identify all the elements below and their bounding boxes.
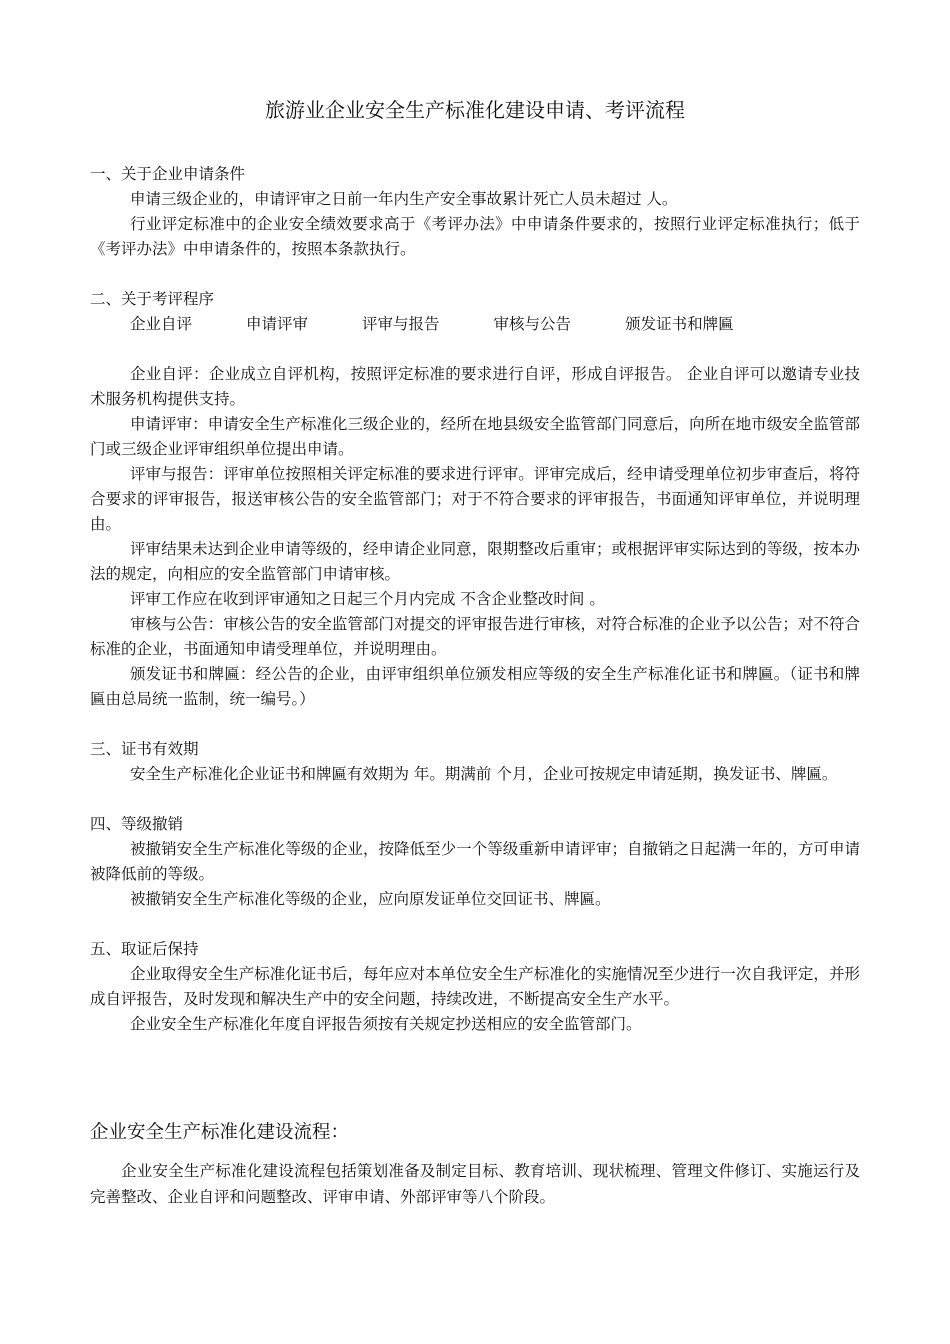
- document-title: 旅游业企业安全生产标准化建设申请、考评流程: [265, 98, 685, 122]
- paragraph: 被撤销安全生产标准化等级的企业，应向原发证单位交回证书、牌匾。: [130, 890, 611, 908]
- section-heading-evaluation-procedure: 二、关于考评程序: [90, 290, 215, 308]
- paragraph: 评审结果未达到企业申请等级的，经申请企业同意，限期整改后重审；或根据评审实际达到的等级，按本办法的规定，向相应的安全监管部门申请审核。: [90, 540, 860, 583]
- paragraph: 行业评定标准中的企业安全绩效要求高于《考评办法》中申请条件要求的，按照行业评定标准执行；低于《考评办法》中申请条件的，按照本条款执行。: [90, 215, 860, 258]
- flow-step-issue-certificate: 颁发证书和牌匾: [625, 315, 734, 333]
- section-heading-level-revocation: 四、等级撤销: [90, 815, 184, 833]
- flow-step-self-evaluation: 企业自评: [130, 315, 193, 333]
- paragraph: 企业自评：企业成立自评机构，按照评定标准的要求进行自评，形成自评报告。 企业自评可以邀请专业技术服务机构提供支持。: [90, 365, 860, 408]
- flow-step-review-report: 评审与报告: [362, 315, 440, 333]
- paragraph: 被撤销安全生产标准化等级的企业，按降低至少一个等级重新申请评审；自撤销之日起满一年的，方可申请被降低前的等级。: [90, 840, 860, 883]
- paragraph: 颁发证书和牌匾：经公告的企业，由评审组织单位颁发相应等级的安全生产标准化证书和牌匾。（证书和牌匾由总局统一监制，统一编号。）: [90, 665, 860, 708]
- section-heading-certificate-validity: 三、证书有效期: [90, 740, 199, 758]
- paragraph: 企业取得安全生产标准化证书后，每年应对本单位安全生产标准化的实施情况至少进行一次自我评定，并形成自评报告，及时发现和解决生产中的安全问题，持续改进，不断提高安全生产水平。: [90, 965, 860, 1008]
- flow-step-audit-announce: 审核与公告: [493, 315, 572, 333]
- paragraph: 评审工作应在收到评审通知之日起三个月内完成 不含企业整改时间 。: [130, 590, 605, 608]
- section-heading-application-conditions: 一、关于企业申请条件: [90, 165, 246, 183]
- section-heading-post-certification: 五、取证后保持: [90, 940, 199, 958]
- paragraph: 申请三级企业的，申请评审之日前一年内生产安全事故累计死亡人员未超过 人。: [130, 190, 678, 208]
- paragraph: 企业安全生产标准化年度自评报告须按有关规定抄送相应的安全监管部门。: [130, 1015, 642, 1033]
- procedure-flow: [90, 312, 860, 337]
- paragraph: 审核与公告：审核公告的安全监管部门对提交的评审报告进行审核，对符合标准的企业予以公告；对不符合标准的企业，书面通知申请受理单位，并说明理由。: [90, 615, 860, 658]
- flow-step-apply-review: 申请评审: [246, 315, 309, 333]
- paragraph: 安全生产标准化企业证书和牌匾有效期为 年。期满前 个月，企业可按规定申请延期，换发证书、牌匾。: [130, 765, 838, 783]
- document-body: [90, 162, 860, 1037]
- process-summary: 企业安全生产标准化建设流程包括策划准备及制定目标、教育培训、现状梳理、管理文件修订、实施运行及完善整改、企业自评和问题整改、评审申请、外部评审等八个阶段。: [90, 1162, 860, 1206]
- paragraph: 评审与报告：评审单位按照相关评定标准的要求进行评审。评审完成后，经申请受理单位初步审查后，将符合要求的评审报告，报送审核公告的安全监管部门；对于不符合要求的评审报告，书面通知评审单位，并说明理由。: [90, 465, 860, 533]
- process-heading: 企业安全生产标准化建设流程：: [90, 1122, 350, 1143]
- paragraph: 申请评审：申请安全生产标准化三级企业的，经所在地县级安全监管部门同意后，向所在地市级安全监管部门或三级企业评审组织单位提出申请。: [90, 415, 860, 458]
